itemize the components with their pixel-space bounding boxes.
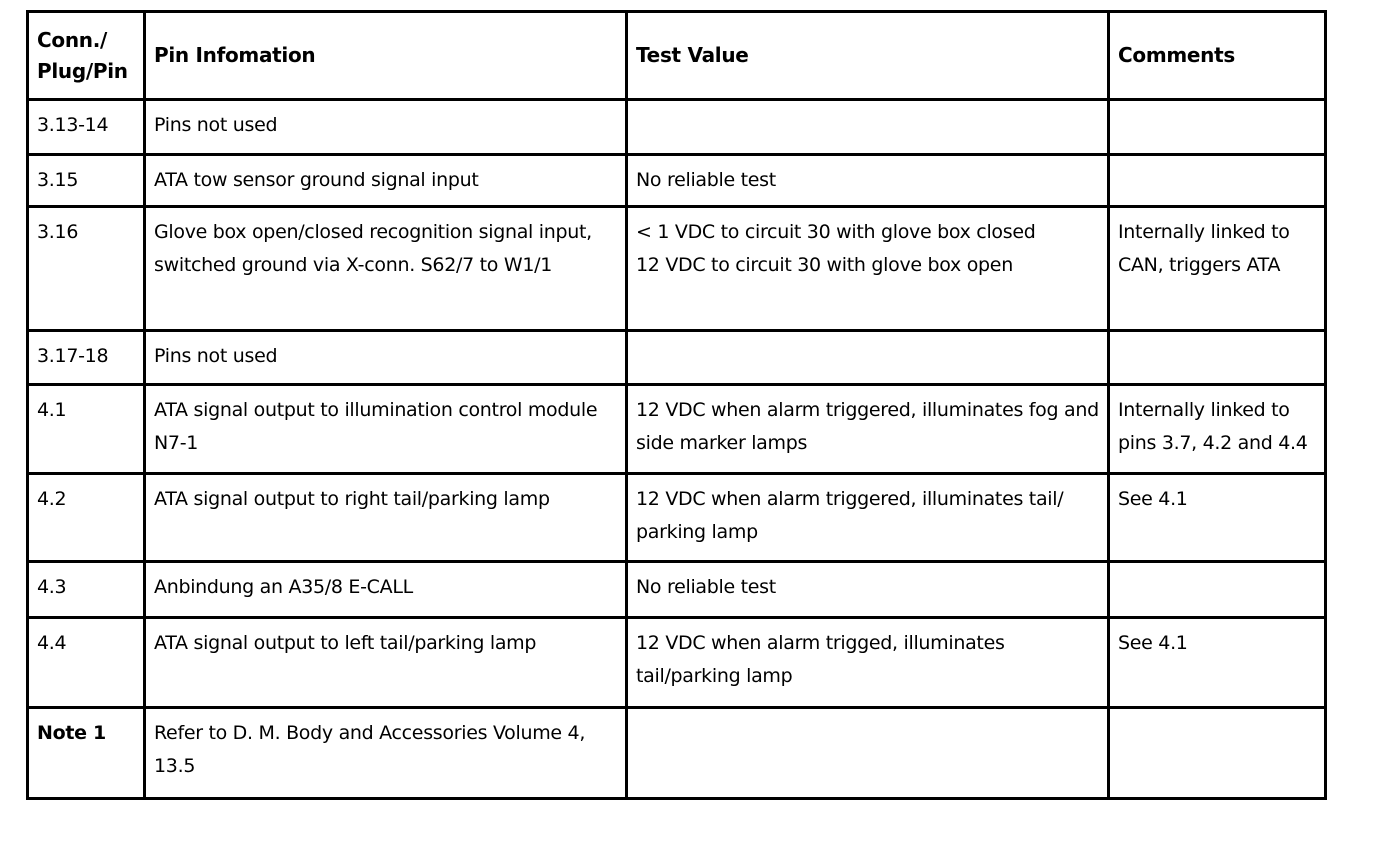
header-pin-info: Pin Infomation [145,12,627,100]
cell-comments [1109,331,1326,385]
cell-comments: See 4.1 [1109,474,1326,562]
cell-comments: Internally linked to pins 3.7, 4.2 and 4.4 [1109,385,1326,474]
test-value-line: 12 VDC to circuit 30 with glove box open [636,254,1013,276]
cell-conn: 4.2 [28,474,145,562]
table-row [28,474,1326,562]
cell-pin-info: Pins not used [145,331,627,385]
table-row [28,618,1326,708]
cell-pin-info: ATA tow sensor ground signal input [145,155,627,207]
table-row [28,331,1326,385]
table-row [28,155,1326,207]
cell-test-value [627,100,1109,155]
test-value-line: < 1 VDC to circuit 30 with glove box closed [636,221,1036,243]
table-row [28,562,1326,618]
cell-conn: 3.16 [28,207,145,331]
cell-test-value: 12 VDC when alarm triggered, illuminates fog and side marker lamps [627,385,1109,474]
header-row [28,12,1326,100]
cell-pin-info: ATA signal output to left tail/parking lamp [145,618,627,708]
cell-pin-info: Anbindung an A35/8 E-CALL [145,562,627,618]
cell-conn: 3.15 [28,155,145,207]
cell-test-value [627,331,1109,385]
cell-comments [1109,100,1326,155]
cell-pin-info: Pins not used [145,100,627,155]
cell-pin-info: Refer to D. M. Body and Accessories Volume 4, 13.5 [145,708,627,799]
header-conn: Conn./ Plug/Pin [28,12,145,100]
cell-pin-info: Glove box open/closed recognition signal input, switched ground via X-conn. S62/7 to W1/1 [145,207,627,331]
cell-comments [1109,708,1326,799]
cell-comments: See 4.1 [1109,618,1326,708]
table-row [28,708,1326,799]
cell-conn: 3.13-14 [28,100,145,155]
pin-information-table [26,10,1327,800]
table-row [28,385,1326,474]
cell-comments [1109,562,1326,618]
cell-conn: 4.4 [28,618,145,708]
cell-conn: 4.1 [28,385,145,474]
cell-comments: Internally linked to CAN, triggers ATA [1109,207,1326,331]
cell-test-value: 12 VDC when alarm trigged, illuminates tail/parking lamp [627,618,1109,708]
cell-test-value [627,708,1109,799]
cell-pin-info: ATA signal output to right tail/parking lamp [145,474,627,562]
cell-test-value: No reliable test [627,562,1109,618]
table-row [28,100,1326,155]
cell-test-value [627,207,1109,331]
table-row [28,207,1326,331]
cell-test-value: No reliable test [627,155,1109,207]
cell-pin-info: ATA signal output to illumination control module N7-1 [145,385,627,474]
cell-note-label: Note 1 [28,708,145,799]
header-comments: Comments [1109,12,1326,100]
cell-comments [1109,155,1326,207]
header-test-value: Test Value [627,12,1109,100]
cell-conn: 4.3 [28,562,145,618]
cell-test-value: 12 VDC when alarm triggered, illuminates tail/ parking lamp [627,474,1109,562]
cell-conn: 3.17-18 [28,331,145,385]
